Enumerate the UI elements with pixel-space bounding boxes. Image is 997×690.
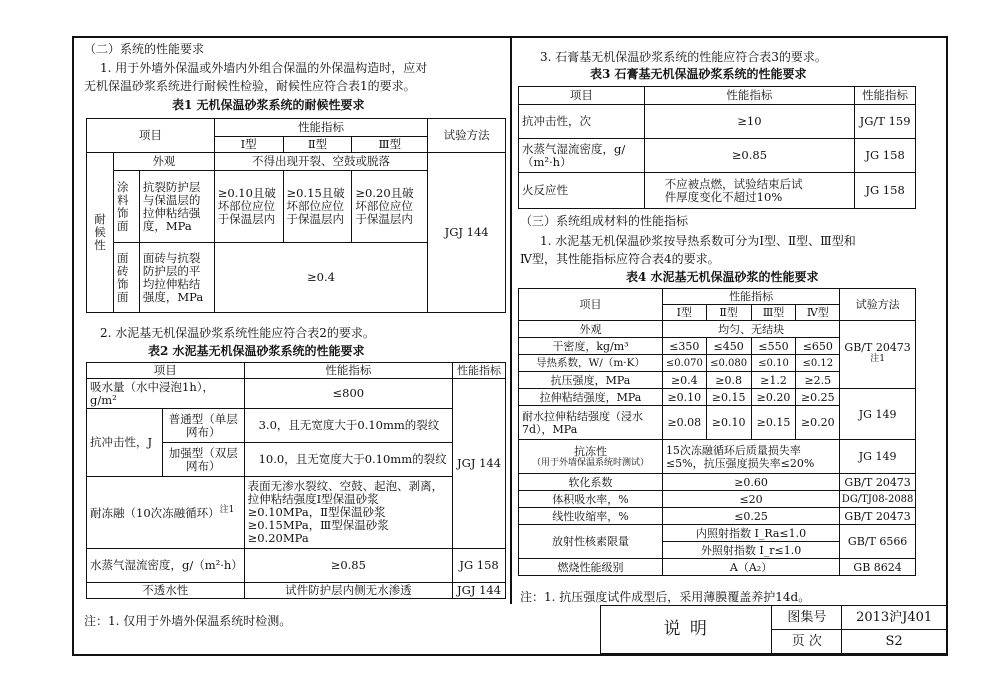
- t2-r4-note: 注1: [219, 505, 235, 516]
- t4-wet-tensile-2: ≥0.10: [706, 406, 751, 440]
- t1-h-perf: 性能指标: [214, 119, 428, 137]
- t4-radio-in: 内照射指数 I_Ra≤1.0: [662, 525, 839, 542]
- section-heading-3: （三）系统组成材料的性能指标: [520, 214, 689, 228]
- t1-method: JGJ 144: [428, 153, 506, 313]
- t2-r3-sub: 加强型（双层网布）: [162, 443, 244, 477]
- t4-conductivity-1: ≤0.070: [662, 355, 706, 372]
- t1-tile-val: ≥0.4: [214, 243, 428, 313]
- paragraph-4-line-1: 1. 水泥基无机保温砂浆按导热系数可分为Ⅰ型、Ⅱ型、Ⅲ型和: [540, 234, 856, 248]
- t3-h-item: 项目: [519, 87, 645, 105]
- t1-coat-desc: 抗裂防护层与保温层的拉伸粘结强度，MPa: [139, 171, 214, 243]
- t2-h-item: 项目: [87, 363, 245, 379]
- t2-r1-item: 吸水量（水中浸泡1h），g/m²: [87, 379, 245, 409]
- t3-r3-method: JG 158: [855, 173, 916, 209]
- t4-absorption-val: ≤20: [662, 491, 839, 508]
- t3-r2-item: 水蒸气湿流密度，g/（m²·h）: [519, 139, 645, 173]
- left-note: 注：1. 仅用于外墙外保温系统时检测。: [84, 614, 292, 628]
- t4-h-type1: Ⅰ型: [662, 305, 706, 321]
- t2-r2-val: 3.0，且无宽度大于0.10mm的裂纹: [244, 409, 452, 443]
- t4-compressive-1: ≥0.4: [662, 372, 706, 389]
- t4-freeze: [519, 440, 663, 474]
- column-divider: [510, 36, 512, 604]
- page-number-value: S2: [842, 630, 947, 654]
- t1-coat-type2: ≥0.15且破坏部位应位于保温层内: [283, 171, 352, 243]
- t1-tile-desc: 面砖与抗裂防护层的平均拉伸粘结强度，MPa: [139, 243, 214, 313]
- t4-conductivity: 导热系数，W/（m·K）: [519, 355, 663, 372]
- t4-h-item: 项目: [519, 289, 663, 321]
- table4: [518, 288, 916, 576]
- t4-radio-method: GB/T 6566: [840, 525, 916, 559]
- t4-conductivity-4: ≤0.12: [796, 355, 840, 372]
- title-block: [600, 605, 947, 654]
- t3-r3-val: 不应被点燃，试验结束后试件厚度变化不超过10%: [644, 173, 854, 209]
- t1-h-method: 试验方法: [428, 119, 506, 153]
- t4-compressive-4: ≥2.5: [796, 372, 840, 389]
- title-block-title: 说 明: [601, 606, 772, 654]
- t4-conductivity-2: ≤0.080: [706, 355, 751, 372]
- table2-caption: 表2 水泥基无机保温砂浆系统的性能要求: [148, 344, 365, 358]
- table1-caption: 表1 无机保温砂浆系统的耐候性要求: [172, 98, 365, 112]
- t4-h-type4: Ⅳ型: [796, 305, 840, 321]
- t4-method-gb-note: 注1: [870, 353, 885, 364]
- t2-r6-val: 试件防护层内侧无水渗透: [244, 583, 452, 599]
- t4-density: 干密度，kg/m³: [519, 338, 663, 355]
- t4-h-type2: Ⅱ型: [706, 305, 751, 321]
- t4-tensile-4: ≥0.25: [796, 389, 840, 406]
- t4-compressive: 抗压强度，MPa: [519, 372, 663, 389]
- t4-tensile-2: ≥0.15: [706, 389, 751, 406]
- t4-h-perf: 性能指标: [662, 289, 839, 305]
- t2-r1-val: ≤800: [244, 379, 452, 409]
- t2-h-perf: 性能指标: [244, 363, 452, 379]
- t1-h-item: 项目: [87, 119, 215, 153]
- t4-method-jg149: JG 149: [840, 389, 916, 440]
- t4-compressive-3: ≥1.2: [751, 372, 796, 389]
- paragraph-3: 3. 石膏基无机保温砂浆系统的性能应符合表3的要求。: [540, 50, 827, 64]
- t4-h-type3: Ⅲ型: [751, 305, 796, 321]
- t2-r4-item: [87, 477, 245, 549]
- t1-tile-finish: 面砖饰面: [113, 243, 139, 313]
- t4-fire: 燃烧性能级别: [519, 559, 663, 576]
- t3-r1-method: JG/T 159: [855, 105, 916, 139]
- paragraph-2: 2. 水泥基无机保温砂浆系统性能应符合表2的要求。: [100, 326, 375, 340]
- t4-softening-val: ≥0.60: [662, 474, 839, 491]
- atlas-number-value: 2013沪J401: [842, 606, 947, 630]
- table2: [86, 362, 506, 599]
- t2-h-method: 性能指标: [453, 363, 506, 379]
- table3-caption: 表3 石膏基无机保温砂浆系统的性能要求: [590, 67, 807, 81]
- t4-freeze-sub: （用于外墙保温系统时测试）: [531, 458, 649, 468]
- t4-density-4: ≤650: [796, 338, 840, 355]
- t4-compressive-2: ≥0.8: [706, 372, 751, 389]
- t4-method-jg149b: JG 149: [840, 440, 916, 474]
- right-note: 注：1. 抗压强度试件成型后，采用薄膜覆盖养护14d。: [520, 590, 811, 604]
- t2-r2-sub: 普通型（单层网布）: [162, 409, 244, 443]
- t4-softening-method: GB/T 20473: [840, 474, 916, 491]
- t4-method-gb-text: GB/T 20473: [844, 340, 911, 354]
- t4-absorption: 体积吸水率，%: [519, 491, 663, 508]
- t2-r5-item: 水蒸气湿流密度，g/（m²·h）: [87, 549, 245, 583]
- t4-wet-tensile: 耐水拉伸粘结强度（浸水7d），MPa: [519, 406, 663, 440]
- t3-r1-val: ≥10: [644, 105, 854, 139]
- t4-radio: 放射性核素限量: [519, 525, 663, 559]
- paragraph-4-line-2: Ⅳ型，其性能指标应符合表4的要求。: [520, 252, 720, 266]
- t2-r6-method: JGJ 144: [453, 583, 506, 599]
- paragraph-1-line-1: 1. 用于外墙外保温或外墙内外组合保温的外保温构造时，应对: [100, 61, 428, 75]
- t1-coat-type3: ≥0.20且破坏部位应位于保温层内: [352, 171, 428, 243]
- t4-density-1: ≤350: [662, 338, 706, 355]
- t4-tensile-1: ≥0.10: [662, 389, 706, 406]
- t3-r2-method: JG 158: [855, 139, 916, 173]
- t4-radio-out: 外照射指数 I_r≤1.0: [662, 542, 839, 559]
- t4-conductivity-3: ≤0.10: [751, 355, 796, 372]
- t3-h-perf: 性能指标: [644, 87, 854, 105]
- page-number-label: 页 次: [772, 630, 842, 654]
- section-heading-2: （二）系统的性能要求: [84, 42, 205, 56]
- t1-coat-type1: ≥0.10且破坏部位应位于保温层内: [214, 171, 283, 243]
- t4-appearance-val: 均匀、无结块: [662, 321, 839, 338]
- t4-tensile-3: ≥0.20: [751, 389, 796, 406]
- table1: [86, 118, 506, 313]
- t4-density-3: ≤550: [751, 338, 796, 355]
- t2-r5-val: ≥0.85: [244, 549, 452, 583]
- t4-density-2: ≤450: [706, 338, 751, 355]
- t1-appearance-val: 不得出现开裂、空鼓或脱落: [214, 153, 428, 171]
- t4-freeze-val: 15次冻融循环后质量损失率≤5%，抗压强度损失率≤20%: [662, 440, 839, 474]
- t1-coat-finish: 涂料饰面: [113, 171, 139, 243]
- paragraph-1-line-2: 无机保温砂浆系统进行耐候性检验，耐候性应符合表1的要求。: [84, 79, 416, 93]
- table4-caption: 表4 水泥基无机保温砂浆的性能要求: [626, 270, 819, 284]
- t4-fire-val: A（A₂）: [662, 559, 839, 576]
- t3-r2-val: ≥0.85: [644, 139, 854, 173]
- t4-shrinkage-val: ≤0.25: [662, 508, 839, 525]
- t4-shrinkage: 线性收缩率，%: [519, 508, 663, 525]
- t2-r4-val: 表面无渗水裂纹、空鼓、起泡、剥离，拉伸粘结强度Ⅰ型保温砂浆≥0.10MPa，Ⅱ型保温砂浆≥0.15MPa，Ⅲ型保温砂浆≥0.20MPa: [244, 477, 452, 549]
- t4-appearance: 外观: [519, 321, 663, 338]
- t1-group: 耐候性: [87, 153, 114, 313]
- t2-r6-item: 不透水性: [87, 583, 245, 599]
- t1-h-type3: Ⅲ型: [352, 137, 428, 153]
- t4-tensile: 拉伸粘结强度，MPa: [519, 389, 663, 406]
- t4-h-method: 试验方法: [840, 289, 916, 321]
- t3-h-method: 性能指标: [855, 87, 916, 105]
- t4-wet-tensile-3: ≥0.15: [751, 406, 796, 440]
- t2-method-a: JGJ 144: [453, 379, 506, 549]
- t4-shrinkage-method: GB/T 20473: [840, 508, 916, 525]
- t2-r4-item-text: 耐冻融（10次冻融循环）: [90, 505, 220, 520]
- t4-freeze-text: 抗冻性: [573, 445, 607, 458]
- t1-h-type1: Ⅰ型: [214, 137, 283, 153]
- t1-appearance: 外观: [113, 153, 214, 171]
- table3: [518, 86, 916, 209]
- t3-r1-item: 抗冲击性，次: [519, 105, 645, 139]
- t2-impact: 抗冲击性，J: [87, 409, 163, 477]
- t2-r3-val: 10.0，且无宽度大于0.10mm的裂纹: [244, 443, 452, 477]
- atlas-number-label: 图集号: [772, 606, 842, 630]
- t4-absorption-method: DG/TJ08-2088: [840, 491, 916, 508]
- t4-fire-method: GB 8624: [840, 559, 916, 576]
- t4-wet-tensile-4: ≥0.20: [796, 406, 840, 440]
- t4-method-gb: [840, 321, 916, 389]
- t3-r3-item: 火反应性: [519, 173, 645, 209]
- t2-r5-method: JG 158: [453, 549, 506, 583]
- t4-wet-tensile-1: ≥0.08: [662, 406, 706, 440]
- t4-softening: 软化系数: [519, 474, 663, 491]
- t1-h-type2: Ⅱ型: [283, 137, 352, 153]
